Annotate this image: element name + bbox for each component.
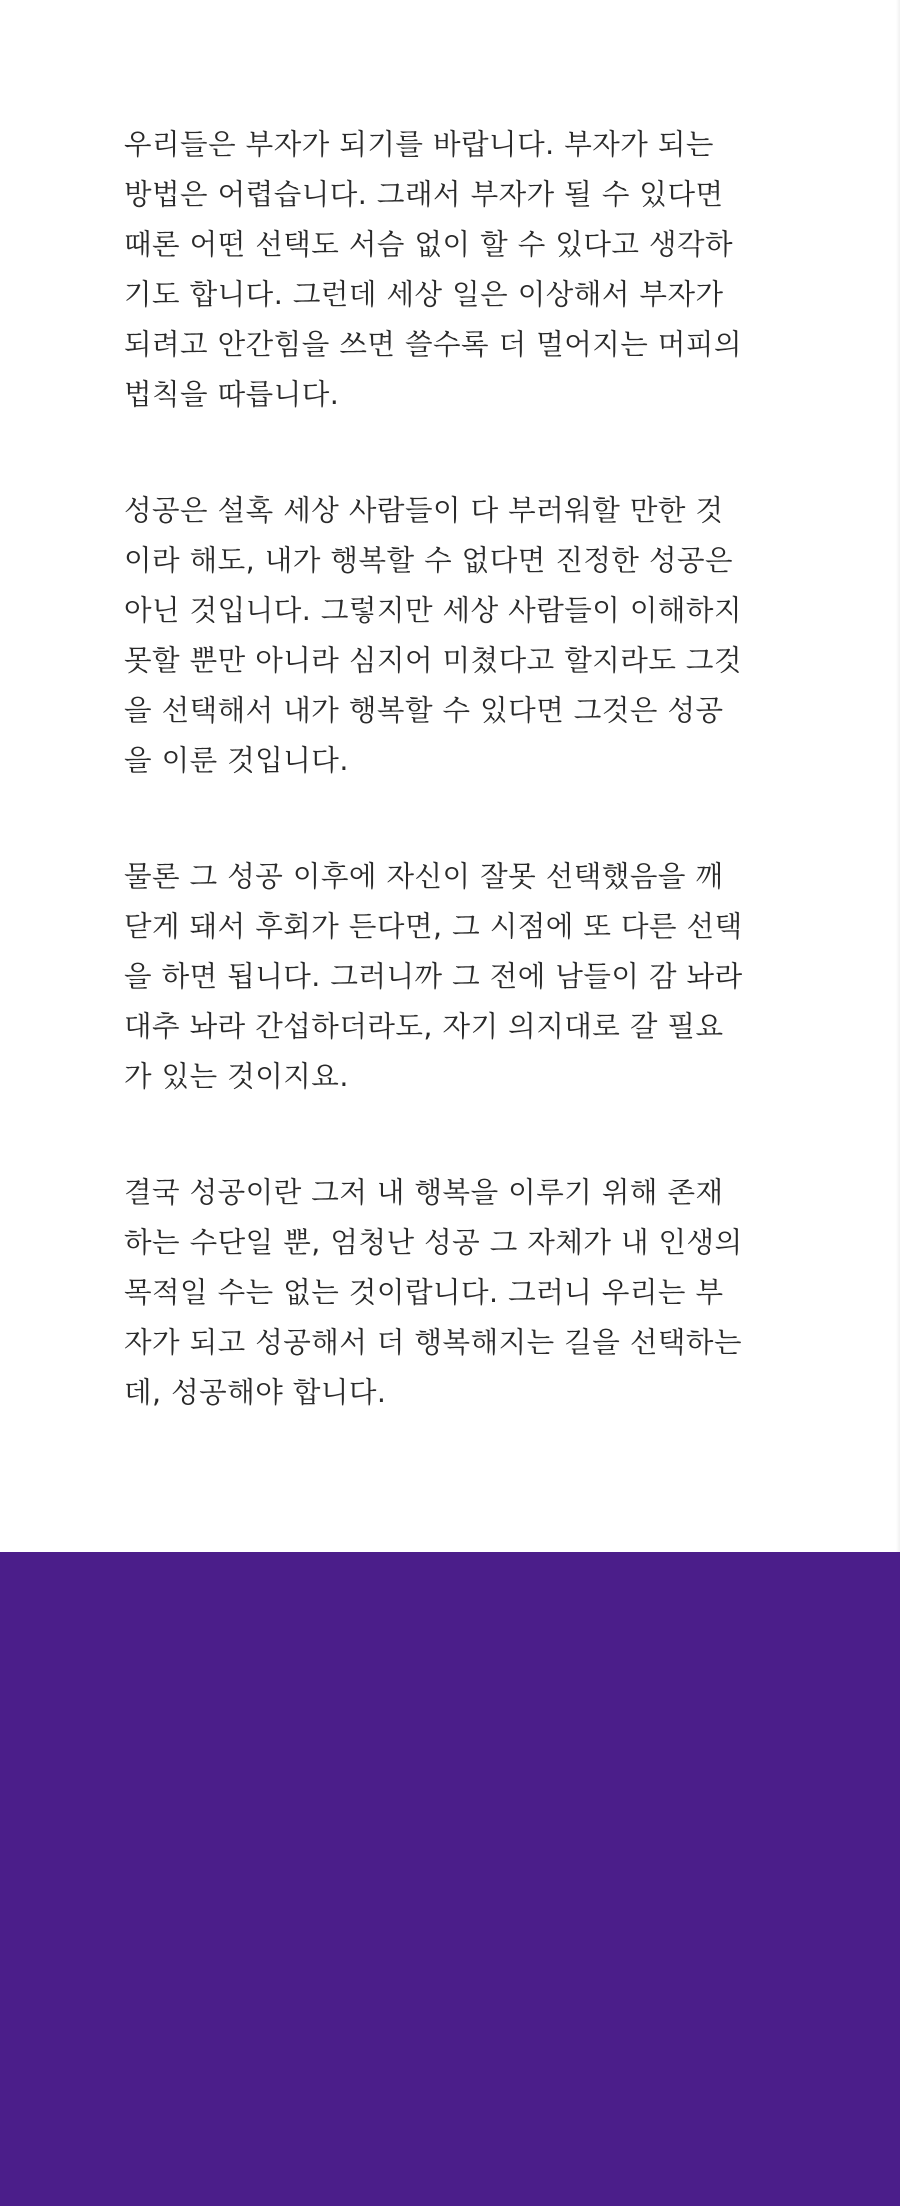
text-line: 되려고 안간힘을 쓰면 쓸수록 더 멀어지는 머피의 xyxy=(124,328,742,361)
text-line: 자가 되고 성공해서 더 행복해지는 길을 선택하는 xyxy=(124,1326,742,1359)
text-line: 물론 그 성공 이후에 자신이 잘못 선택했음을 깨 xyxy=(124,860,724,893)
text-line: 성공은 설혹 세상 사람들이 다 부러워할 만한 것 xyxy=(124,494,724,527)
paragraph-2 xyxy=(124,486,784,786)
text-line: 기도 합니다. 그런데 세상 일은 이상해서 부자가 xyxy=(124,278,724,311)
text-line: 우리들은 부자가 되기를 바랍니다. 부자가 되는 xyxy=(124,128,714,161)
text-line: 아닌 것입니다. 그렇지만 세상 사람들이 이해하지 xyxy=(124,594,742,627)
text-line: 때론 어떤 선택도 서슴 없이 할 수 있다고 생각하 xyxy=(124,228,734,261)
text-line: 목적일 수는 없는 것이랍니다. 그러니 우리는 부 xyxy=(124,1276,724,1309)
text-line: 가 있는 것이지요. xyxy=(124,1060,349,1093)
text-line: 데, 성공해야 합니다. xyxy=(124,1376,387,1409)
paragraph-4 xyxy=(124,1168,784,1418)
text-line: 하는 수단일 뿐, 엄청난 성공 그 자체가 내 인생의 xyxy=(124,1226,743,1259)
text-line: 대추 놔라 간섭하더라도, 자기 의지대로 갈 필요 xyxy=(124,1010,724,1043)
text-line: 못할 뿐만 아니라 심지어 미쳤다고 할지라도 그것 xyxy=(124,644,742,677)
text-line: 을 선택해서 내가 행복할 수 있다면 그것은 성공 xyxy=(124,694,724,727)
text-line: 이라 해도, 내가 행복할 수 없다면 진정한 성공은 xyxy=(124,544,734,577)
text-line: 을 이룬 것입니다. xyxy=(124,744,349,777)
paragraph-3 xyxy=(124,852,784,1102)
text-line: 방법은 어렵습니다. 그래서 부자가 될 수 있다면 xyxy=(124,178,724,211)
purple-cover-band xyxy=(0,1552,900,2206)
paragraph-1 xyxy=(124,120,784,420)
text-line: 닫게 돼서 후회가 든다면, 그 시점에 또 다른 선택 xyxy=(124,910,743,943)
text-line: 결국 성공이란 그저 내 행복을 이루기 위해 존재 xyxy=(124,1176,724,1209)
text-line: 을 하면 됩니다. 그러니까 그 전에 남들이 감 놔라 xyxy=(124,960,743,993)
page-edge xyxy=(896,0,900,1552)
book-page-text xyxy=(124,120,784,1484)
text-line: 법칙을 따릅니다. xyxy=(124,378,340,411)
